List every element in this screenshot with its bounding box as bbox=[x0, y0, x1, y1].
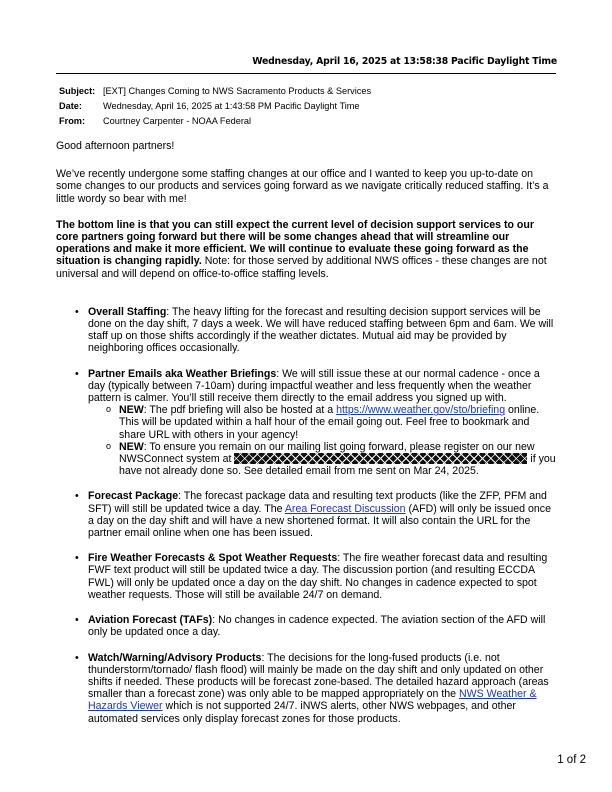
page-number: 1 of 2 bbox=[557, 754, 586, 766]
bullet-text: : The forecast package data and resulting text products (like the ZFP, PFM and SFT) will still be updated twice a day. The bbox=[88, 490, 547, 515]
from-label: From: bbox=[59, 116, 86, 126]
greeting: Good afternoon partners! bbox=[56, 140, 175, 152]
intro-paragraph: We’ve recently undergone some staffing changes at our office and I wanted to keep you up-to-date on some changes to our products and services going forward as we navigate critically reduced staffing. It’s a little wordy so bear with me! bbox=[56, 168, 549, 205]
email-body bbox=[56, 140, 556, 738]
bottom-line-bold: The bottom line is that you can still expect the current level of decision support services to our core partners going forward but there will be some changes ahead that will streamline our operations and make it more efficient. We will continue to evaluate these going forward as the situation is changing rapidly. bbox=[56, 218, 534, 268]
new-tag: NEW bbox=[119, 440, 144, 453]
header-rule bbox=[56, 73, 556, 74]
subject-row bbox=[59, 84, 371, 99]
bullet-text: which is not supported 24/7. iNWS alerts, other NWS webpages, and other automated services only display forecast zones for those products. bbox=[88, 700, 516, 725]
bullet-text: : The heavy lifting for the forecast and resulting decision support services will be done on the day shift, 7 days a week. We will have reduced staffing between 6pm and 6am. We will staff up on those shifts accordingly if the weather dictates. Mutual aid may be provided by neighboring offices occasionally. bbox=[88, 305, 554, 355]
bullet-title: Watch/Warning/Advisory Products bbox=[88, 651, 262, 664]
bullet-overall-staffing bbox=[88, 306, 556, 355]
bullet-watch-warning-advisory bbox=[88, 652, 556, 725]
sub-text: if you have not already done so. See detailed email from me sent on Mar 24, 2025. bbox=[119, 453, 556, 478]
sub-text: : The pdf briefing will also be hosted at a bbox=[143, 404, 337, 417]
sub-text: : To ensure you remain on our mailing list going forward, please register on our new NWSConnect system at bbox=[119, 440, 535, 466]
bullet-title: Partner Emails aka Weather Briefings bbox=[88, 367, 277, 380]
sub-item-nwsconnect bbox=[119, 441, 556, 478]
sub-text: online. This will be updated within a half hour of the email going out. Feel free to bookmark and share URL with others in your agency! bbox=[119, 404, 540, 441]
redacted-url bbox=[234, 453, 527, 464]
from-value: Courtney Carpenter - NOAA Federal bbox=[103, 116, 252, 126]
afd-link[interactable]: Area Forecast Discussion bbox=[284, 502, 406, 515]
bullet-aviation bbox=[88, 614, 556, 638]
bullet-text: : The decisions for the long-fused products (i.e. not thunderstorm/tornado/ flash flood) will mainly be made on the day shift and only updated on other shifts if needed. These products will be forecast zone-based. The detailed hazard approach (areas smaller than a forecast zone) was only able to be mapped appropriately on the bbox=[88, 651, 549, 701]
bullet-title: Overall Staffing bbox=[88, 305, 167, 318]
bullet-text: : We will still issue these at our normal cadence - once a day (typically between 7-10am) during impactful weather and less frequently when the weather pattern is calmer. You’ll still receive them directly to the email address you signed up with. bbox=[88, 367, 540, 405]
emails-sublist bbox=[88, 404, 556, 477]
briefing-link[interactable]: https://www.weather.gov/sto/briefing bbox=[336, 404, 506, 417]
bottom-line-paragraph bbox=[56, 219, 556, 280]
bullet-partner-emails bbox=[88, 368, 556, 478]
date-value: Wednesday, April 16, 2025 at 1:43:58 PM Pacific Daylight Time bbox=[103, 101, 360, 111]
print-header: Wednesday, April 16, 2025 at 13:58:38 Pacific Daylight Time bbox=[252, 56, 557, 67]
subject-value: [EXT] Changes Coming to NWS Sacramento Products & Services bbox=[103, 86, 372, 96]
bottom-line-note: Note: for those served by additional NWS offices - these changes are not universal and will depend on office-to-office staffing levels. bbox=[56, 255, 547, 280]
bullet-title: Forecast Package bbox=[88, 490, 179, 503]
date-row bbox=[59, 99, 371, 114]
sub-item-pdf-briefing bbox=[119, 404, 556, 441]
new-tag: NEW bbox=[119, 404, 144, 417]
email-meta bbox=[59, 84, 371, 129]
bullet-text: : The fire weather forecast data and resulting FWF text product will still be updated twice a day. The discussion portion (and resulting ECCDA FWL) will only be updated once a day on the day shift. No changes in cadence expected to spot weather requests. Those will still be available 24/7 on demand. bbox=[88, 552, 548, 601]
bullet-text: (AFD) will only be issued once a day on the day shift and will have a new shortened format. It will also contain the URL for the partner email online when one has been issued. bbox=[88, 502, 551, 540]
date-label: Date: bbox=[59, 101, 82, 111]
bullet-title: Aviation Forecast (TAFs) bbox=[88, 614, 213, 627]
bullet-text: : No changes in cadence expected. The aviation section of the AFD will only be updated once a day. bbox=[88, 614, 546, 639]
bullet-forecast-package bbox=[88, 490, 556, 539]
subject-label: Subject: bbox=[59, 86, 96, 96]
bullet-fire-weather bbox=[88, 552, 556, 601]
hazards-viewer-link[interactable]: NWS Weather & Hazards Viewer bbox=[88, 688, 537, 713]
from-row bbox=[59, 114, 371, 129]
changes-list bbox=[56, 306, 556, 725]
bullet-title: Fire Weather Forecasts & Spot Weather Requests bbox=[88, 552, 338, 565]
